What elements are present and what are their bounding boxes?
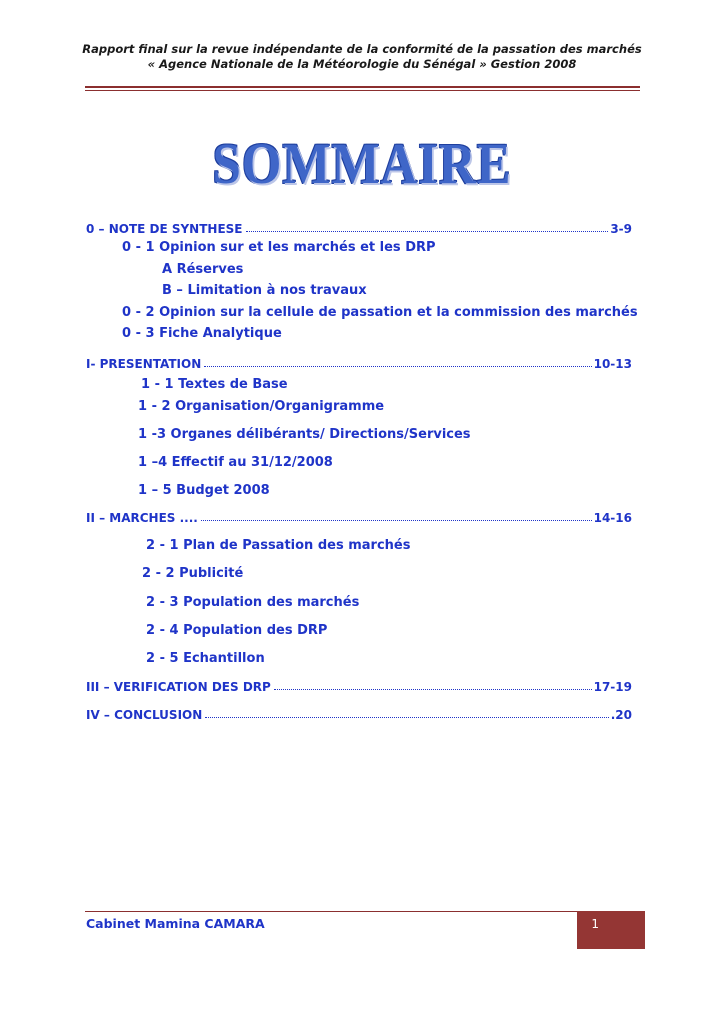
toc-page-number: 10-13 [593, 357, 632, 371]
header-line-1: Rapport final sur la revue indépendante de la conformité de la passation des marchés [82, 42, 642, 56]
toc-page-number: 17-19 [593, 680, 632, 694]
toc-entry-2-5[interactable]: 2 - 5 Echantillon [146, 651, 265, 666]
toc-entry-0-2[interactable]: 0 - 2 Opinion sur la cellule de passation et la commission des marchés [122, 305, 638, 320]
toc-entry-note-de-synthese[interactable] [86, 220, 632, 236]
header-rule-thin [85, 90, 640, 91]
page-title: SOMMAIRE [212, 131, 512, 196]
toc-leader [246, 230, 609, 232]
toc-entry-1-3[interactable]: 1 -3 Organes délibérants/ Directions/Services [138, 427, 471, 442]
toc-entry-label: I- PRESENTATION [86, 357, 202, 371]
toc-entry-verification-drp[interactable] [86, 678, 632, 694]
toc-entry-2-4[interactable]: 2 - 4 Population des DRP [146, 623, 328, 638]
page-number-box [577, 911, 645, 949]
page-number: 1 [591, 917, 599, 931]
toc-entry-0-1-b[interactable]: B – Limitation à nos travaux [162, 283, 367, 298]
footer-company-name: Cabinet Mamina CAMARA [86, 916, 265, 931]
toc-entry-1-2[interactable]: 1 - 2 Organisation/Organigramme [138, 399, 385, 414]
toc-entry-conclusion[interactable] [86, 706, 632, 722]
toc-entry-2-2[interactable]: 2 - 2 Publicité [142, 566, 244, 581]
toc-entry-2-1[interactable]: 2 - 1 Plan de Passation des marchés [146, 538, 411, 553]
toc-entry-label: 0 – NOTE DE SYNTHESE [86, 222, 243, 236]
toc-entry-marches[interactable] [86, 509, 632, 525]
toc-entry-0-1-a[interactable]: A Réserves [162, 262, 244, 277]
toc-page-number: 3-9 [610, 222, 632, 236]
toc-entry-0-1[interactable]: 0 - 1 Opinion sur et les marchés et les DRP [122, 240, 436, 255]
toc-entry-1-4[interactable]: 1 –4 Effectif au 31/12/2008 [138, 455, 333, 470]
toc-page-number: 14-16 [593, 511, 632, 525]
toc-leader [205, 716, 608, 718]
toc-page-number: .20 [610, 708, 632, 722]
toc-entry-label: II – MARCHES .... [86, 511, 198, 525]
toc-entry-label: IV – CONCLUSION [86, 708, 203, 722]
toc-entry-0-3[interactable]: 0 - 3 Fiche Analytique [122, 326, 282, 341]
footer-rule [85, 911, 577, 912]
toc-entry-presentation[interactable] [86, 355, 632, 371]
toc-leader [274, 688, 592, 690]
toc-entry-2-3[interactable]: 2 - 3 Population des marchés [146, 595, 360, 610]
header-rule [85, 86, 640, 88]
toc-entry-label: III – VERIFICATION DES DRP [86, 680, 271, 694]
toc-leader [204, 365, 591, 367]
toc-leader [201, 519, 592, 521]
header-line-2: « Agence Nationale de la Météorologie du Sénégal » Gestion 2008 [147, 57, 577, 71]
toc-entry-1-1[interactable]: 1 - 1 Textes de Base [141, 377, 288, 392]
toc-entry-1-5[interactable]: 1 – 5 Budget 2008 [138, 483, 270, 498]
